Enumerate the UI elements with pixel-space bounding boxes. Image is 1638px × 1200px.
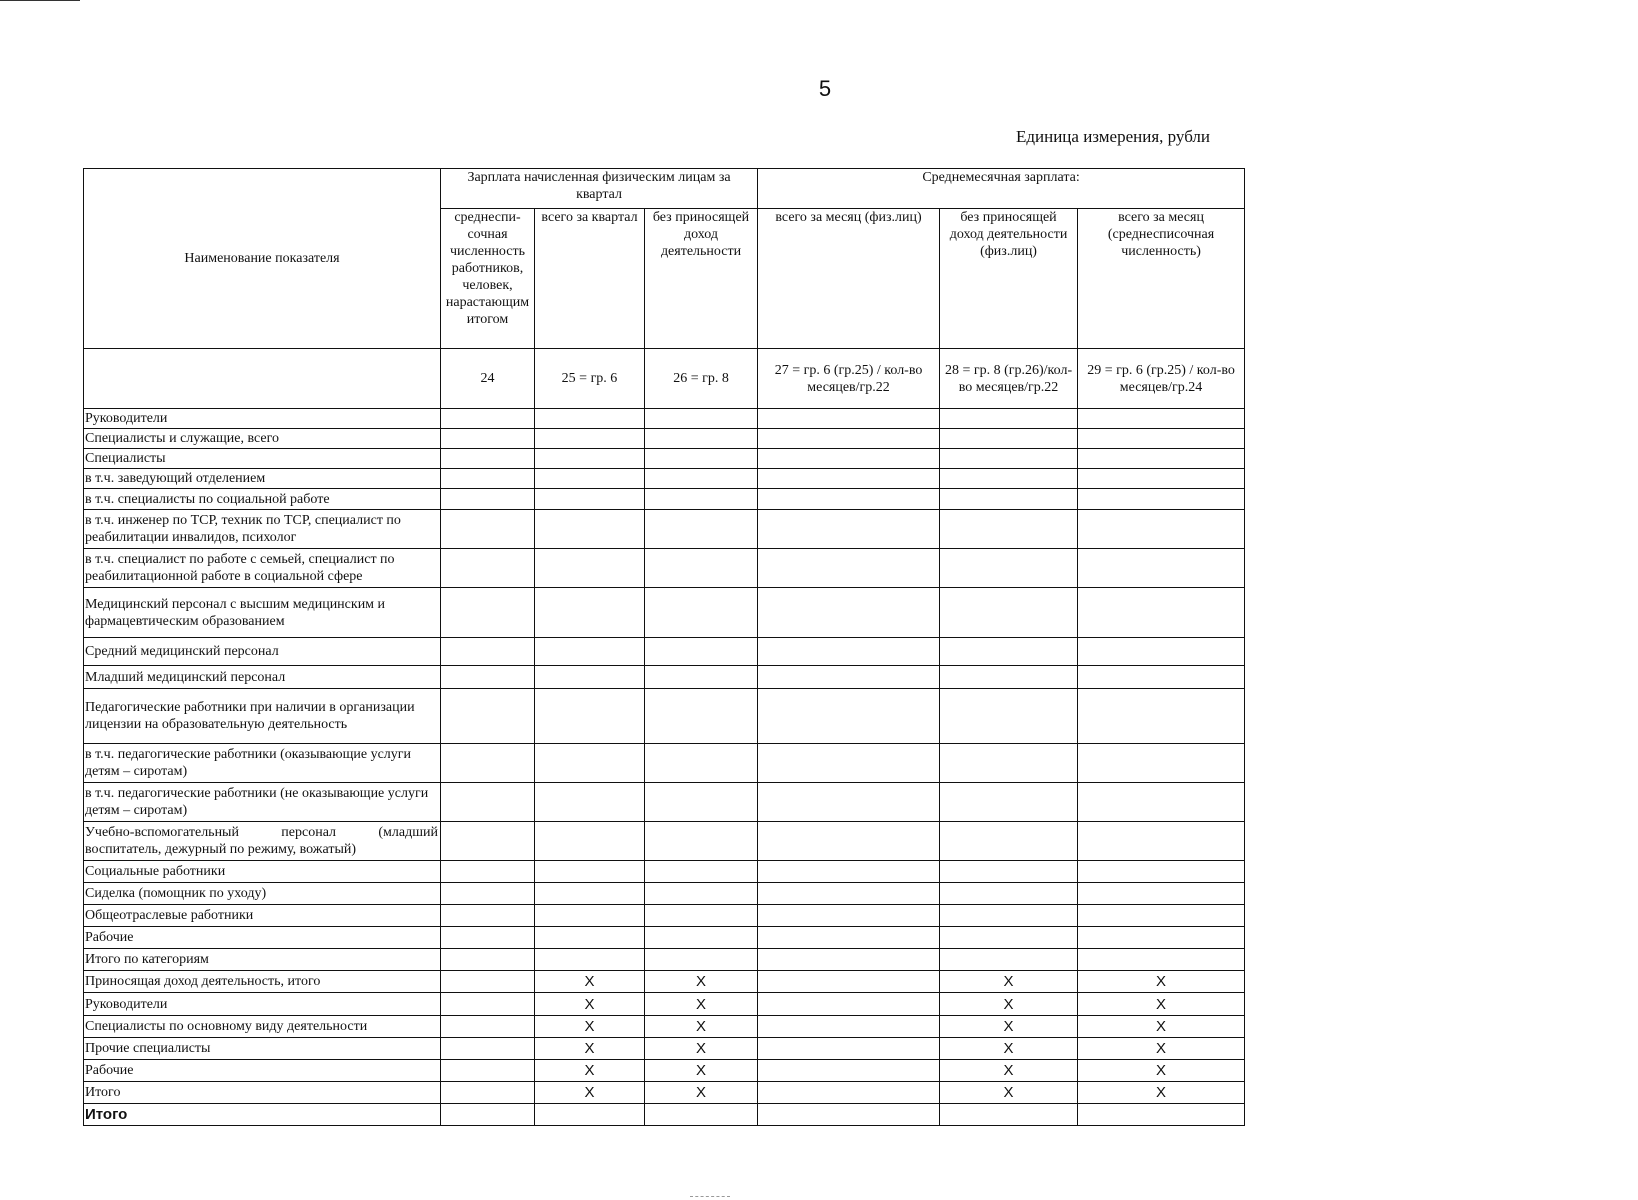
table-cell	[441, 949, 535, 971]
table-row	[84, 409, 1245, 429]
table-cell	[758, 905, 940, 927]
table-cell	[758, 449, 940, 469]
table-cell	[535, 744, 645, 783]
table-cell	[940, 638, 1078, 666]
table-cell	[758, 783, 940, 822]
column-number-row	[84, 349, 1245, 409]
column-number-empty	[84, 349, 441, 409]
table-row	[84, 588, 1245, 638]
table-row	[84, 744, 1245, 783]
table-cell	[940, 449, 1078, 469]
table-cell	[645, 549, 758, 588]
table-cell: X	[645, 1060, 758, 1082]
table-cell	[535, 905, 645, 927]
table-cell	[535, 429, 645, 449]
table-cell	[441, 993, 535, 1016]
table-cell	[441, 1016, 535, 1038]
row-label: Медицинский персонал с высшим медицинским и фармацевтическим образованием	[84, 588, 441, 638]
table-cell	[535, 549, 645, 588]
table-cell	[940, 783, 1078, 822]
table-cell	[441, 588, 535, 638]
table-cell: X	[940, 993, 1078, 1016]
table-cell	[535, 949, 645, 971]
scan-edge-mark	[0, 0, 80, 1]
scan-edge-mark-bottom	[690, 1196, 730, 1197]
row-label: Приносящая доход деятельность, итого	[84, 971, 441, 993]
table-cell	[940, 744, 1078, 783]
column-number-28: 28 = гр. 8 (гр.26)/кол-во месяцев/гр.22	[940, 349, 1078, 409]
table-cell	[1078, 689, 1245, 744]
table-cell	[758, 971, 940, 993]
table-cell	[441, 429, 535, 449]
table-row	[84, 469, 1245, 489]
table-cell	[940, 689, 1078, 744]
table-cell	[1078, 638, 1245, 666]
row-label: в т.ч. педагогические работники (оказывающие услуги детям – сиротам)	[84, 744, 441, 783]
table-cell	[940, 510, 1078, 549]
table-cell	[645, 638, 758, 666]
table-cell	[940, 666, 1078, 689]
table-cell	[1078, 783, 1245, 822]
table-cell	[645, 689, 758, 744]
table-cell	[645, 449, 758, 469]
row-label: Педагогические работники при наличии в организации лицензии на образовательную деятельность	[84, 689, 441, 744]
table-row	[84, 666, 1245, 689]
table-cell	[758, 489, 940, 510]
table-row	[84, 1038, 1245, 1060]
table-cell	[645, 1104, 758, 1126]
table-row	[84, 861, 1245, 883]
table-cell	[535, 510, 645, 549]
table-cell	[758, 1060, 940, 1082]
table-cell	[758, 638, 940, 666]
table-cell	[758, 949, 940, 971]
col-header-24: среднесписочная численность работников, человек, нарастающим итогом	[441, 209, 535, 349]
row-label: в т.ч. инженер по ТСР, техник по ТСР, специалист по реабилитации инвалидов, психолог	[84, 510, 441, 549]
table-cell	[758, 666, 940, 689]
table-cell	[535, 588, 645, 638]
group-header-monthly-salary: Среднемесячная зарплата:	[758, 169, 1245, 209]
table-row	[84, 1104, 1245, 1126]
table-cell	[441, 689, 535, 744]
table-cell	[940, 883, 1078, 905]
table-cell	[758, 744, 940, 783]
table-row	[84, 549, 1245, 588]
table-cell	[535, 489, 645, 510]
table-cell	[441, 883, 535, 905]
table-cell: X	[535, 993, 645, 1016]
table-cell	[535, 638, 645, 666]
table-cell	[441, 905, 535, 927]
table-cell	[441, 489, 535, 510]
table-row	[84, 689, 1245, 744]
table-row	[84, 489, 1245, 510]
table-cell	[758, 861, 940, 883]
col-header-27: всего за месяц (физ.лиц)	[758, 209, 940, 349]
table-cell: X	[535, 1016, 645, 1038]
table-cell	[1078, 489, 1245, 510]
table-cell: X	[535, 1060, 645, 1082]
row-label: в т.ч. специалисты по социальной работе	[84, 489, 441, 510]
table-cell	[940, 1104, 1078, 1126]
table-cell: X	[645, 1038, 758, 1060]
table-row	[84, 449, 1245, 469]
table-cell	[1078, 429, 1245, 449]
table-cell: X	[940, 1060, 1078, 1082]
table-row	[84, 822, 1245, 861]
table-cell	[758, 1082, 940, 1104]
table-cell: X	[535, 971, 645, 993]
header-row-groups	[84, 169, 1245, 209]
table-cell: X	[645, 993, 758, 1016]
table-cell	[535, 783, 645, 822]
table-cell	[758, 469, 940, 489]
col-header-29: всего за месяц (среднесписочная численность)	[1078, 209, 1245, 349]
page-number: 5	[818, 76, 832, 101]
table-cell	[441, 927, 535, 949]
table-cell: X	[940, 1038, 1078, 1060]
table-cell	[441, 510, 535, 549]
table-row	[84, 971, 1245, 993]
table-cell	[1078, 449, 1245, 469]
table-cell	[645, 927, 758, 949]
table-cell	[645, 666, 758, 689]
table-cell	[535, 927, 645, 949]
table-cell	[758, 1104, 940, 1126]
table-row	[84, 1016, 1245, 1038]
table-cell: X	[940, 971, 1078, 993]
table-cell	[441, 822, 535, 861]
table-cell	[645, 905, 758, 927]
row-label: Средний медицинский персонал	[84, 638, 441, 666]
table-cell	[1078, 1104, 1245, 1126]
table-cell	[1078, 822, 1245, 861]
table-cell	[645, 510, 758, 549]
table-cell: X	[645, 1082, 758, 1104]
row-label: Специалисты и служащие, всего	[84, 429, 441, 449]
units-label: Единица измерения, рубли	[1015, 127, 1210, 146]
table-cell	[1078, 883, 1245, 905]
table-cell	[645, 861, 758, 883]
table-cell	[645, 744, 758, 783]
table-row	[84, 638, 1245, 666]
table-cell	[758, 510, 940, 549]
column-number-24: 24	[441, 349, 535, 409]
table-row	[84, 905, 1245, 927]
table-cell	[1078, 409, 1245, 429]
table-cell	[1078, 510, 1245, 549]
table-cell: X	[645, 971, 758, 993]
table-cell	[1078, 744, 1245, 783]
table-cell	[758, 822, 940, 861]
table-cell	[645, 783, 758, 822]
table-cell	[758, 1038, 940, 1060]
table-body	[84, 409, 1245, 1126]
table-cell	[1078, 588, 1245, 638]
table-cell: X	[1078, 993, 1245, 1016]
table-cell	[645, 949, 758, 971]
table-cell	[441, 1038, 535, 1060]
table-row	[84, 1082, 1245, 1104]
table-cell	[940, 861, 1078, 883]
column-number-26: 26 = гр. 8	[645, 349, 758, 409]
table-cell	[645, 489, 758, 510]
table-cell	[940, 409, 1078, 429]
table-row	[84, 949, 1245, 971]
table-cell	[441, 638, 535, 666]
table-cell	[535, 469, 645, 489]
table-cell	[1078, 949, 1245, 971]
row-label: Рабочие	[84, 927, 441, 949]
table-cell	[441, 666, 535, 689]
table-cell: X	[1078, 1082, 1245, 1104]
row-label: Учебно-вспомогательный персонал (младший воспитатель, дежурный по режиму, вожатый)	[84, 822, 441, 861]
table-cell	[645, 429, 758, 449]
table-cell	[645, 469, 758, 489]
row-label: Итого по категориям	[84, 949, 441, 971]
table-cell	[1078, 469, 1245, 489]
group-header-quarter-salary: Зарплата начисленная физическим лицам за квартал	[441, 169, 758, 209]
table-cell	[645, 409, 758, 429]
table-row	[84, 783, 1245, 822]
table-cell	[441, 783, 535, 822]
table-cell	[940, 429, 1078, 449]
table-cell	[758, 927, 940, 949]
row-label: Руководители	[84, 409, 441, 429]
row-label: Младший медицинский персонал	[84, 666, 441, 689]
table-cell	[441, 409, 535, 429]
table-cell	[940, 949, 1078, 971]
table-cell	[940, 905, 1078, 927]
table-cell	[441, 1104, 535, 1126]
table-cell	[441, 861, 535, 883]
table-cell	[940, 927, 1078, 949]
row-label: Руководители	[84, 993, 441, 1016]
table-cell	[758, 689, 940, 744]
table-cell	[645, 883, 758, 905]
row-label: Социальные работники	[84, 861, 441, 883]
table-cell	[535, 822, 645, 861]
table-row	[84, 510, 1245, 549]
row-label: Специалисты по основному виду деятельности	[84, 1016, 441, 1038]
table-cell	[441, 1060, 535, 1082]
row-label: в т.ч. специалист по работе с семьей, специалист по реабилитационной работе в социальной сфере	[84, 549, 441, 588]
table-cell: X	[1078, 971, 1245, 993]
table-cell	[758, 429, 940, 449]
col-header-25: всего за квартал	[535, 209, 645, 349]
table-row	[84, 883, 1245, 905]
col-header-26: без приносящей доход деятельности	[645, 209, 758, 349]
table-cell	[645, 588, 758, 638]
table-cell	[940, 489, 1078, 510]
table-cell: X	[645, 1016, 758, 1038]
table-cell	[535, 449, 645, 469]
table-cell	[940, 549, 1078, 588]
table-cell	[758, 883, 940, 905]
table-cell	[441, 971, 535, 993]
row-label: Общеотраслевые работники	[84, 905, 441, 927]
table-cell	[441, 1082, 535, 1104]
table-cell	[1078, 861, 1245, 883]
column-number-25: 25 = гр. 6	[535, 349, 645, 409]
table-cell	[1078, 927, 1245, 949]
table-cell	[535, 861, 645, 883]
table-cell	[535, 883, 645, 905]
table-cell: X	[1078, 1038, 1245, 1060]
table-cell	[758, 993, 940, 1016]
table-row	[84, 1060, 1245, 1082]
table-cell	[940, 469, 1078, 489]
row-label: в т.ч. педагогические работники (не оказывающие услуги детям – сиротам)	[84, 783, 441, 822]
table-cell	[441, 449, 535, 469]
table-row	[84, 993, 1245, 1016]
table-cell	[535, 689, 645, 744]
table-cell	[441, 744, 535, 783]
table-cell: X	[940, 1016, 1078, 1038]
table-cell	[441, 549, 535, 588]
table-cell: X	[1078, 1016, 1245, 1038]
column-number-27: 27 = гр. 6 (гр.25) / кол-во месяцев/гр.22	[758, 349, 940, 409]
salary-report-table	[83, 168, 1245, 1126]
table-cell: X	[1078, 1060, 1245, 1082]
table-cell	[758, 549, 940, 588]
table-cell	[535, 1104, 645, 1126]
table-cell	[1078, 905, 1245, 927]
table-cell	[758, 1016, 940, 1038]
table-cell	[441, 469, 535, 489]
table-cell	[758, 588, 940, 638]
table-cell	[535, 409, 645, 429]
table-cell	[758, 409, 940, 429]
col-header-28: без приносящей доход деятельности (физ.лиц)	[940, 209, 1078, 349]
table-cell: X	[535, 1082, 645, 1104]
row-label: Специалисты	[84, 449, 441, 469]
table-cell: X	[535, 1038, 645, 1060]
row-label: Рабочие	[84, 1060, 441, 1082]
column-number-29: 29 = гр. 6 (гр.25) / кол-во месяцев/гр.24	[1078, 349, 1245, 409]
row-label: Итого	[84, 1104, 441, 1126]
table-row	[84, 927, 1245, 949]
table-cell	[645, 822, 758, 861]
table-cell	[1078, 666, 1245, 689]
table-cell	[940, 822, 1078, 861]
row-label: Итого	[84, 1082, 441, 1104]
table-row	[84, 429, 1245, 449]
table-cell	[940, 588, 1078, 638]
row-label: в т.ч. заведующий отделением	[84, 469, 441, 489]
name-column-header: Наименование показателя	[84, 169, 441, 349]
table-cell	[535, 666, 645, 689]
row-label: Сиделка (помощник по уходу)	[84, 883, 441, 905]
table-cell	[1078, 549, 1245, 588]
table-cell: X	[940, 1082, 1078, 1104]
row-label: Прочие специалисты	[84, 1038, 441, 1060]
